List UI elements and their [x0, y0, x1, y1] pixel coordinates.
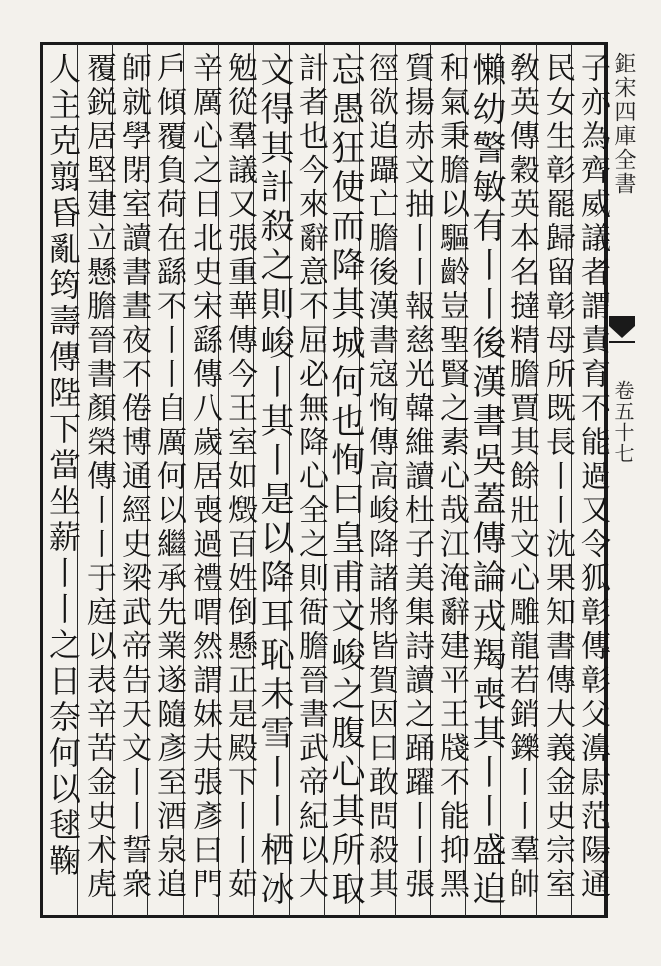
text-column-8: 忘愚狂使而降其城何也恂曰皇甫文峻之腹心其所取 — [325, 52, 365, 910]
text-column-5: 和氣秉膽以驅齡豈聖賢之素心哉江淹辭建平王牋不能抑黑 — [434, 52, 469, 902]
text-column-12: 辛厲心之日北史宋繇傳八歲居喪過禮喟然謂妹夫張彥曰門 — [187, 52, 222, 902]
text-column-2: 民女生彰罷歸留彰母所既長丨丨沈果知書傳大義金史宗室 — [540, 52, 575, 902]
text-column-16: 人主克翦昏亂筠壽傳陛下當坐薪丨丨之日奈何以毬鞠 — [44, 52, 82, 880]
text-column-14: 師就學閉室讀書晝夜不倦博通經史梁武帝告天文丨丨誓衆 — [116, 52, 151, 902]
text-column-1: 子亦為齊威議者謂責育不能過又令狐彰傳彰父濞尉范陽通 — [575, 52, 610, 902]
text-column-3: 敎英傳穀英本名撻精膽賈其餘壯文心雕龍若銷鑠丨丨羣帥 — [504, 52, 539, 902]
text-column-6: 質揚赤文抽丨丨報慈光韓維讀杜子美集詩讀之踊躍丨丨張 — [399, 52, 434, 902]
book-title: 鉅宋四庫全書 — [611, 52, 636, 196]
text-column-9: 計者也今來辭意不屈必無降心全之則衙膽晉書武帝紀以大 — [293, 52, 328, 902]
text-column-15: 覆鋭居堅建立懸膽晉書顏榮傳丨丨于庭以表辛苦金史术虎 — [81, 52, 116, 902]
volume-label: 卷五十七 — [611, 380, 635, 464]
text-column-11: 勉從羣議又張重華傳今王室如燬百姓倒懸正是殿下丨丨茹 — [222, 52, 257, 902]
text-column-13: 戶傾覆負荷在繇不丨丨自厲何以繼承先業遂隨彥至酒泉追 — [151, 52, 186, 902]
text-column-4: 懶幼警敏有丨丨後漢書吳蓋傳論戎羯喪其丨丨盛迫 — [466, 52, 506, 910]
text-column-10: 文得其計殺之則峻丨其丨是以降耳恥未雪丨丨栖冰 — [254, 52, 294, 910]
text-column-7: 徑欲追躡亡膽後漢書寇恂傳高峻降諸將皆賀因曰敢問殺其 — [363, 52, 398, 902]
